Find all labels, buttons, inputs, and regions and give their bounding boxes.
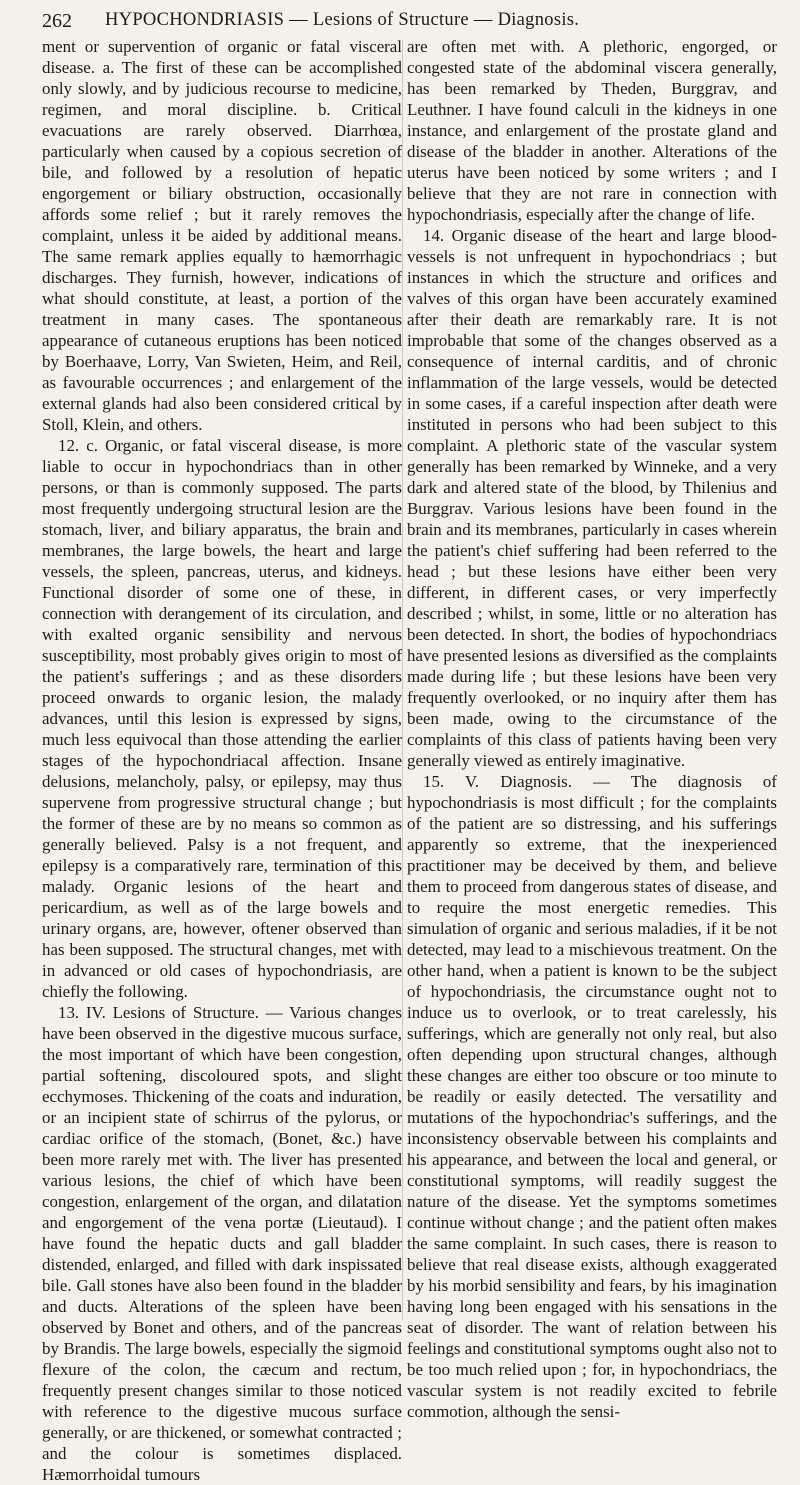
paragraph: ment or supervention of organic or fatal visceral disease. a. The first of these can be accomplished only slowly, and by judicious recourse to medicine, regimen, and moral discipline. b. Critical evacuations are rarely observed. Diarrhœa, particularly when caused by a copious secretion of bile, and followed by a resolution of hepatic engorgement or biliary obstruction, occasionally affords some relief ; but it rarely removes the complaint, unless it be aided by additional means. The same remark applies equally to hæmorrhagic discharges. They furnish, however, indications of what should constitute, at least, a portion of the treatment in many cases. The spontaneous appearance of cutaneous eruptions has been noticed by Boerhaave, Lorry, Van Swieten, Heim, and Reil, as favourable occurrences ; and enlargement of the external glands had also been considered critical by Stoll, Klein, and others. bbox=[42, 37, 402, 434]
paragraph: 15. V. Diagnosis. — The diagnosis of hypochondriasis is most difficult ; for the complaints of the patient are so distressing, and his sufferings apparently so extreme, that the inexperienced practitioner may be deceived by them, and believe them to proceed from dangerous states of disease, and to require the most energetic remedies. This simulation of organic and serious maladies, if it be not detected, may lead to a mischievous treatment. On the other hand, when a patient is known to be the subject of hypochondriasis, the circumstance ought not to induce us to overlook, or to treat carelessly, his sufferings, which are generally not only real, but also often depending upon structural changes, although these changes are either too obscure or too minute to be readily or easily detected. The versatility and mutations of the hypochondriac's sufferings, and the inconsistency observable between his complaints and his appearance, and between the local and general, or constitutional symptoms, will readily suggest the nature of the disease. Yet the symptoms sometimes continue without change ; and the patient often makes the same complaint. In such cases, there is reason to believe that real disease exists, although exaggerated by his morbid sensibility and fears, by his imagination having long been engaged with his sensations in the seat of disorder. The want of relation between his feelings and constitutional symptoms ought also not to be too much relied upon ; for, in hypochondriacs, the vascular system is not readily excited to febrile commotion, although the sensi- bbox=[407, 772, 777, 1421]
left-column bbox=[42, 36, 402, 1484]
right-column bbox=[407, 36, 777, 1421]
paragraph: 12. c. Organic, or fatal visceral disease, is more liable to occur in hypochondriacs than in other persons, or than is commonly supposed. The parts most frequently undergoing structural lesion are the stomach, liver, and biliary apparatus, the brain and membranes, the large bowels, the heart and large vessels, the spleen, pancreas, uterus, and kidneys. Functional disorder of some one of these, in connection with derangement of its circulation, and with exalted organic sensibility and nervous susceptibility, most probably gives origin to most of the patient's sufferings ; and as these disorders proceed onwards to organic lesion, the malady advances, until this lesion is expressed by signs, much less equivocal than those attending the earlier stages of the hypochondriacal affection. Insane delusions, melancholy, palsy, or epilepsy, may thus supervene from progressive structural change ; but the former of these are by no means so common as generally believed. Palsy is a not frequent, and epilepsy is a comparatively rare, termination of this malady. Organic lesions of the heart and pericardium, as well as of the large bowels and urinary organs, are, however, oftener observed than has been supposed. The structural changes, met with in advanced or old cases of hypochondriasis, are chiefly the following. bbox=[42, 436, 402, 1001]
paragraph: are often met with. A plethoric, engorged, or congested state of the abdominal viscera generally, has been remarked by Theden, Burggrav, and Leuthner. I have found calculi in the kidneys in one instance, and enlargement of the prostate gland and disease of the bladder in another. Alterations of the uterus have been noticed by some writers ; and I believe that they are not rare in connection with hypochondriasis, especially after the change of life. bbox=[407, 37, 777, 224]
paragraph: 14. Organic disease of the heart and large blood-vessels is not unfrequent in hypochondriacs ; but instances in which the structure and orifices and valves of this organ have been accurately examined after their death are remarkably rare. It is not improbable that some of the changes observed as a consequence of internal carditis, and of chronic inflammation of the large vessels, would be detected in some cases, if a careful inspection after death were instituted in persons who had been subject to this complaint. A plethoric state of the vascular system generally has been remarked by Winneke, and a very dark and altered state of the blood, by Thilenius and Burggrav. Various lesions have been found in the brain and its membranes, particularly in cases wherein the patient's chief suffering had been referred to the head ; but these lesions have either been very different, in different cases, or very imperfectly described ; whilst, in some, little or no alteration has been detected. In short, the bodies of hypochondriacs have presented lesions as diversified as the complaints made during life ; but these lesions have been very frequently overlooked, or no inquiry after them has been made, owing to the circumstance of the complaints of this class of patients having been very generally viewed as entirely imaginative. bbox=[407, 226, 777, 770]
page-number: 262 bbox=[42, 10, 72, 32]
paragraph: 13. IV. Lesions of Structure. — Various changes have been observed in the digestive mucous surface, the most important of which have been congestion, partial softening, discoloured spots, and slight ecchymoses. Thickening of the coats and induration, or an incipient state of schirrus of the pylorus, or cardiac orifice of the stomach, (Bonet, &c.) have been more rarely met with. The liver has presented various lesions, the chief of which have been congestion, enlargement of the organ, and dilatation and engorgement of the vena portæ (Lieutaud). I have found the hepatic ducts and gall bladder distended, enlarged, and filled with dark inspissated bile. Gall stones have also been found in the bladder and ducts. Alterations of the spleen have been observed by Bonet and others, and of the pancreas by Brandis. The large bowels, especially the sigmoid flexure of the colon, the cæcum and rectum, frequently present changes similar to those noticed with reference to the digestive mucous surface generally, or are thickened, or somewhat contracted ; and the colour is sometimes displaced. Hæmorrhoidal tumours bbox=[42, 1003, 402, 1484]
running-head: HYPOCHONDRIASIS — Lesions of Structure — Diagnosis. bbox=[105, 10, 580, 30]
column-divider bbox=[402, 40, 403, 1320]
page-header bbox=[0, 0, 800, 40]
